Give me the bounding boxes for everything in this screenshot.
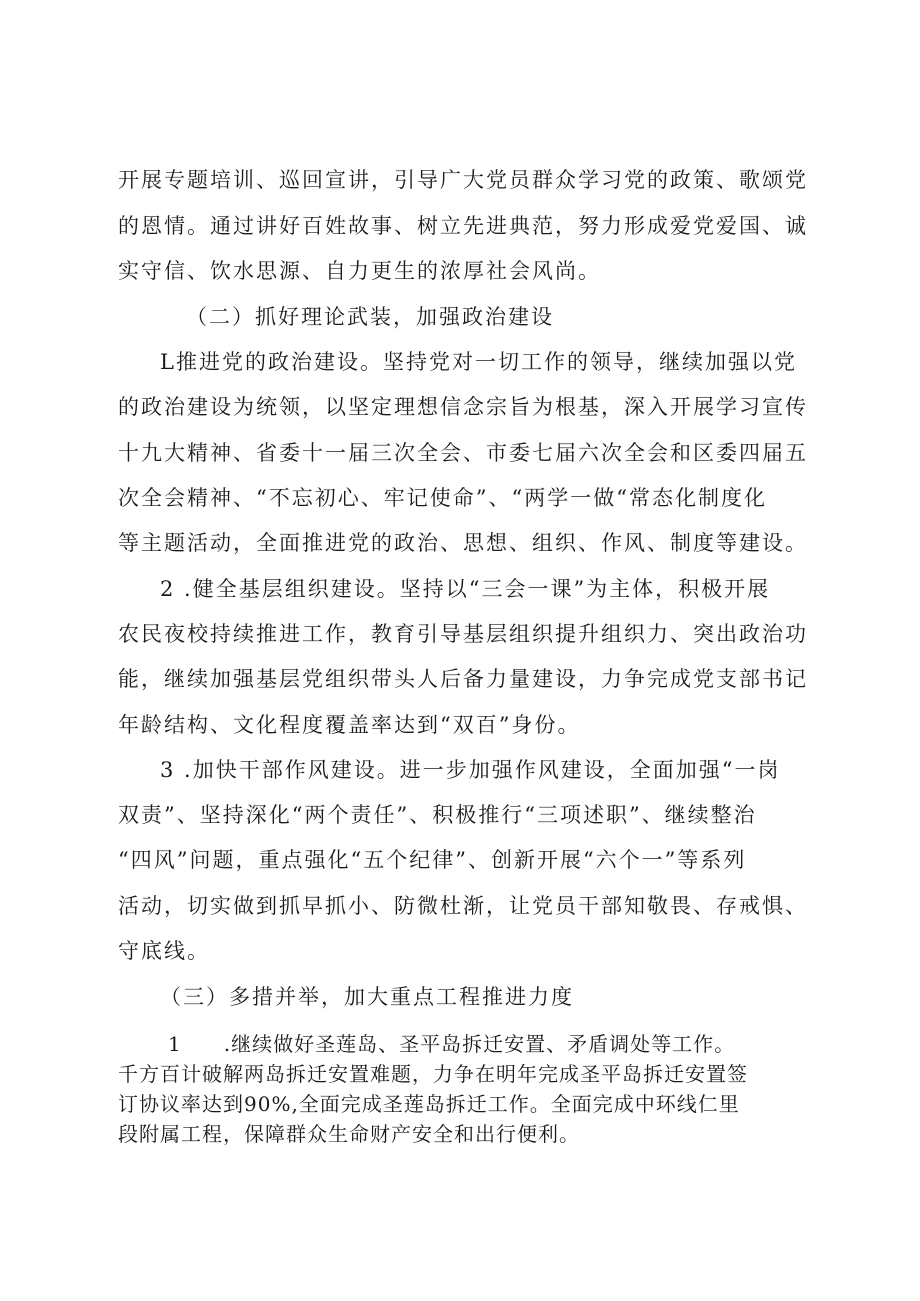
paragraph-line: 能，继续加强基层党组织带头人后备力量建设，力争完成党支部书记: [118, 667, 808, 691]
paragraph-line: 的政治建设为统领，以坚定理想信念宗旨为根基，深入开展学习宣传: [118, 395, 808, 419]
paragraph-line: 守底线。: [118, 939, 210, 963]
paragraph-line: 年龄结构、文化程度覆盖率达到“双百”身份。: [118, 713, 581, 737]
paragraph-line: “四风”问题，重点强化“五个纪律”、创新开展“六个一”等系列: [118, 848, 747, 872]
paragraph-line: 实守信、饮水思源、自力更生的浓厚社会风尚。: [118, 259, 601, 283]
paragraph-line: 2 .健全基层组织建设。坚持以“三会一课”为主体，积极开展: [160, 577, 771, 601]
paragraph-line: 十九大精神、省委十一届三次全会、市委七届六次全会和区委四届五: [118, 441, 808, 465]
paragraph-line: 段附属工程，保障群众生命财产安全和出行便利。: [118, 1122, 580, 1146]
paragraph-line: 活动，切实做到抓早抓小、防微杜渐，让党员干部知敬畏、存戒惧、: [118, 894, 808, 918]
paragraph-line: 次全会精神、“不忘初心、牢记使命”、“两学一做“常态化制度化: [118, 486, 767, 510]
paragraph-line: 3 .加快干部作风建设。进一步加强作风建设，全面加强“一岗: [160, 758, 781, 782]
paragraph-line: 农民夜校持续推进工作，教育引导基层组织提升组织力、突出政治功: [118, 622, 808, 646]
paragraph-line: 千方百计破解两岛拆迁安置难题，力争在明年完成圣平岛拆迁安置签: [118, 1062, 748, 1086]
paragraph-line: 1 .继续做好圣莲岛、圣平岛拆迁安置、矛盾调处等工作。: [168, 1032, 736, 1056]
paragraph-line: 双责”、坚持深化“两个责任”、积极推行“三项述职”、继续整治: [118, 803, 757, 827]
paragraph-line: 开展专题培训、巡回宣讲，引导广大党员群众学习党的政策、歌颂党: [118, 168, 808, 192]
section-heading-3: （三）多措并举，加大重点工程推进力度: [160, 985, 574, 1009]
paragraph-line: 等主题活动，全面推进党的政治、思想、组织、作风、制度等建设。: [118, 531, 808, 555]
section-heading-2: （二）抓好理论武装，加强政治建设: [186, 305, 554, 329]
paragraph-line: 订协议率达到90%,全面完成圣莲岛拆迁工作。全面完成中环线仁里: [118, 1092, 740, 1116]
paragraph-line: L推进党的政治建设。坚持党对一切工作的领导，继续加强以党: [160, 350, 797, 374]
paragraph-line: 的恩情。通过讲好百姓故事、树立先进典范，努力形成爱党爱国、诚: [118, 214, 808, 238]
